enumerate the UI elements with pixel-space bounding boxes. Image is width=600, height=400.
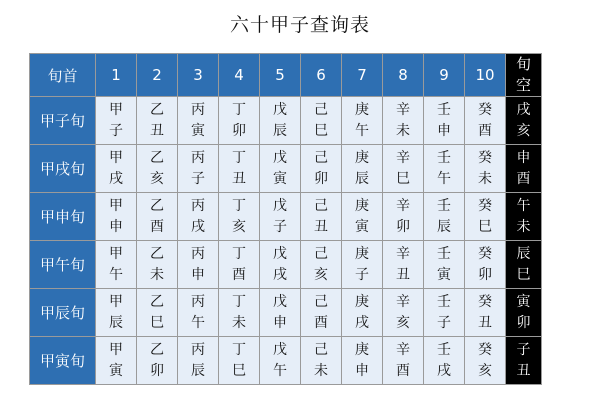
branch-char: 寅 (437, 266, 451, 283)
stem-char: 甲 (109, 101, 123, 118)
stem-char: 丙 (191, 101, 205, 118)
branch-char: 子 (437, 314, 451, 331)
table-row (30, 97, 542, 145)
branch-char: 卯 (396, 218, 410, 235)
number-header: 6 (301, 54, 342, 97)
kong-cell (506, 337, 542, 385)
xun-name: 甲辰旬 (30, 289, 96, 337)
stem-char: 丁 (232, 245, 246, 262)
ganzhi-cell (137, 97, 178, 145)
table-row (30, 337, 542, 385)
branch-char: 丑 (150, 122, 164, 139)
branch-char: 午 (437, 170, 451, 187)
branch-char: 子 (273, 218, 287, 235)
ganzhi-cell (178, 289, 219, 337)
ganzhi-cell (465, 241, 506, 289)
kong-char: 申 (516, 149, 531, 166)
branch-char: 亥 (232, 218, 246, 235)
ganzhi-cell (137, 241, 178, 289)
stem-char: 辛 (396, 293, 410, 310)
stem-char: 甲 (109, 293, 123, 310)
kong-cell (506, 289, 542, 337)
ganzhi-cell (137, 337, 178, 385)
ganzhi-cell (342, 193, 383, 241)
number-header: 3 (178, 54, 219, 97)
branch-char: 未 (396, 122, 410, 139)
branch-char: 丑 (232, 170, 246, 187)
branch-char: 申 (191, 266, 205, 283)
kong-char: 子 (516, 341, 531, 358)
ganzhi-cell (342, 241, 383, 289)
ganzhi-cell (424, 97, 465, 145)
ganzhi-cell (96, 145, 137, 193)
ganzhi-cell (342, 97, 383, 145)
stem-char: 壬 (437, 341, 451, 358)
branch-char: 戌 (437, 362, 451, 379)
ganzhi-cell (465, 97, 506, 145)
stem-char: 癸 (478, 197, 492, 214)
stem-char: 乙 (150, 341, 164, 358)
ganzhi-cell (137, 145, 178, 193)
branch-char: 巳 (232, 362, 246, 379)
stem-char: 壬 (437, 293, 451, 310)
branch-char: 未 (478, 170, 492, 187)
xun-name: 甲戌旬 (30, 145, 96, 193)
branch-char: 戌 (191, 218, 205, 235)
branch-char: 辰 (109, 314, 123, 331)
stem-char: 庚 (355, 245, 369, 262)
kong-char: 未 (516, 218, 531, 235)
ganzhi-cell (301, 97, 342, 145)
ganzhi-cell (260, 289, 301, 337)
header-row (30, 54, 542, 97)
ganzhi-cell (96, 241, 137, 289)
branch-char: 寅 (191, 122, 205, 139)
branch-char: 辰 (191, 362, 205, 379)
stem-char: 己 (314, 197, 328, 214)
ganzhi-cell (424, 145, 465, 193)
ganzhi-cell (178, 337, 219, 385)
branch-char: 酉 (232, 266, 246, 283)
stem-char: 庚 (355, 293, 369, 310)
stem-char: 戊 (273, 101, 287, 118)
table-row (30, 289, 542, 337)
page-title: 六十甲子查询表 (229, 14, 370, 36)
kong-header-char: 空 (515, 76, 531, 94)
stem-char: 乙 (150, 245, 164, 262)
stem-char: 戊 (273, 149, 287, 166)
branch-char: 戌 (355, 314, 369, 331)
number-header: 10 (465, 54, 506, 97)
number-header: 9 (424, 54, 465, 97)
branch-char: 卯 (478, 266, 492, 283)
kong-char: 卯 (516, 314, 531, 331)
branch-char: 子 (191, 170, 205, 187)
stem-char: 戊 (273, 245, 287, 262)
number-header: 8 (383, 54, 424, 97)
table-row (30, 145, 542, 193)
xun-name: 甲寅旬 (30, 337, 96, 385)
kong-char: 亥 (516, 122, 531, 139)
branch-char: 卯 (150, 362, 164, 379)
ganzhi-cell (424, 289, 465, 337)
branch-char: 亥 (150, 170, 164, 187)
branch-char: 未 (232, 314, 246, 331)
ganzhi-cell (137, 289, 178, 337)
branch-char: 辰 (273, 122, 287, 139)
ganzhi-cell (465, 289, 506, 337)
branch-char: 亥 (396, 314, 410, 331)
stem-char: 辛 (396, 149, 410, 166)
ganzhi-cell (383, 337, 424, 385)
stem-char: 庚 (355, 101, 369, 118)
stem-char: 丁 (232, 341, 246, 358)
stem-char: 癸 (478, 293, 492, 310)
branch-char: 酉 (396, 362, 410, 379)
table-row (30, 193, 542, 241)
kong-cell (506, 193, 542, 241)
branch-char: 酉 (314, 314, 328, 331)
branch-char: 午 (273, 362, 287, 379)
stem-char: 丙 (191, 197, 205, 214)
table-row (30, 241, 542, 289)
ganzhi-cell (424, 241, 465, 289)
ganzhi-cell (219, 97, 260, 145)
ganzhi-cell (260, 337, 301, 385)
kong-cell (506, 97, 542, 145)
ganzhi-cell (301, 289, 342, 337)
stem-char: 庚 (355, 341, 369, 358)
branch-char: 寅 (273, 170, 287, 187)
ganzhi-cell (260, 241, 301, 289)
ganzhi-cell (301, 241, 342, 289)
ganzhi-cell (383, 241, 424, 289)
ganzhi-cell (96, 97, 137, 145)
ganzhi-cell (465, 337, 506, 385)
stem-char: 乙 (150, 101, 164, 118)
branch-char: 戌 (109, 170, 123, 187)
stem-char: 壬 (437, 197, 451, 214)
stem-char: 壬 (437, 149, 451, 166)
jiazi-table (29, 53, 542, 385)
branch-char: 辰 (437, 218, 451, 235)
stem-char: 甲 (109, 341, 123, 358)
number-header: 4 (219, 54, 260, 97)
kong-char: 午 (516, 197, 531, 214)
ganzhi-cell (301, 193, 342, 241)
stem-char: 庚 (355, 149, 369, 166)
ganzhi-cell (383, 289, 424, 337)
branch-char: 巳 (396, 170, 410, 187)
stem-char: 丙 (191, 293, 205, 310)
ganzhi-cell (178, 145, 219, 193)
kong-cell (506, 241, 542, 289)
branch-char: 子 (109, 122, 123, 139)
stem-char: 辛 (396, 101, 410, 118)
stem-char: 丙 (191, 341, 205, 358)
branch-char: 酉 (478, 122, 492, 139)
ganzhi-cell (219, 289, 260, 337)
ganzhi-cell (424, 193, 465, 241)
stem-char: 丙 (191, 245, 205, 262)
ganzhi-cell (342, 289, 383, 337)
ganzhi-cell (96, 289, 137, 337)
kong-char: 酉 (516, 170, 531, 187)
stem-char: 癸 (478, 245, 492, 262)
xun-name: 甲午旬 (30, 241, 96, 289)
stem-char: 戊 (273, 293, 287, 310)
branch-char: 午 (355, 122, 369, 139)
ganzhi-cell (219, 193, 260, 241)
branch-char: 亥 (478, 362, 492, 379)
stem-char: 丁 (232, 197, 246, 214)
ganzhi-cell (383, 145, 424, 193)
ganzhi-cell (465, 193, 506, 241)
stem-char: 丁 (232, 101, 246, 118)
kong-cell (506, 145, 542, 193)
number-header: 5 (260, 54, 301, 97)
stem-char: 乙 (150, 293, 164, 310)
ganzhi-cell (383, 193, 424, 241)
stem-char: 己 (314, 149, 328, 166)
branch-char: 申 (437, 122, 451, 139)
stem-char: 己 (314, 101, 328, 118)
branch-char: 戌 (273, 266, 287, 283)
stem-char: 乙 (150, 149, 164, 166)
branch-char: 卯 (232, 122, 246, 139)
xun-name: 甲子旬 (30, 97, 96, 145)
ganzhi-cell (465, 145, 506, 193)
branch-char: 辰 (355, 170, 369, 187)
ganzhi-cell (178, 241, 219, 289)
branch-char: 申 (273, 314, 287, 331)
stem-char: 甲 (109, 245, 123, 262)
ganzhi-cell (178, 97, 219, 145)
ganzhi-cell (260, 97, 301, 145)
stem-char: 癸 (478, 341, 492, 358)
stem-char: 壬 (437, 245, 451, 262)
branch-char: 巳 (314, 122, 328, 139)
kong-header-char: 旬 (515, 55, 531, 73)
branch-char: 丑 (314, 218, 328, 235)
kong-char: 寅 (516, 293, 531, 310)
branch-char: 寅 (109, 362, 123, 379)
stem-char: 戊 (273, 341, 287, 358)
branch-char: 卯 (314, 170, 328, 187)
branch-char: 午 (109, 266, 123, 283)
stem-char: 辛 (396, 245, 410, 262)
branch-char: 丑 (396, 266, 410, 283)
stem-char: 甲 (109, 197, 123, 214)
ganzhi-cell (383, 97, 424, 145)
ganzhi-cell (137, 193, 178, 241)
stem-char: 己 (314, 341, 328, 358)
ganzhi-cell (342, 145, 383, 193)
branch-char: 未 (314, 362, 328, 379)
ganzhi-cell (219, 145, 260, 193)
ganzhi-cell (96, 337, 137, 385)
ganzhi-cell (342, 337, 383, 385)
ganzhi-cell (96, 193, 137, 241)
ganzhi-cell (301, 145, 342, 193)
stem-char: 辛 (396, 341, 410, 358)
ganzhi-cell (219, 241, 260, 289)
stem-char: 癸 (478, 101, 492, 118)
kong-char: 丑 (516, 362, 531, 379)
stem-char: 丁 (232, 293, 246, 310)
stem-char: 壬 (437, 101, 451, 118)
number-header: 7 (342, 54, 383, 97)
kong-char: 巳 (516, 266, 531, 283)
stem-char: 戊 (273, 197, 287, 214)
number-header: 1 (96, 54, 137, 97)
stem-char: 己 (314, 245, 328, 262)
branch-char: 丑 (478, 314, 492, 331)
branch-char: 申 (109, 218, 123, 235)
stem-char: 乙 (150, 197, 164, 214)
branch-char: 亥 (314, 266, 328, 283)
ganzhi-cell (219, 337, 260, 385)
ganzhi-cell (424, 337, 465, 385)
stem-char: 癸 (478, 149, 492, 166)
branch-char: 巳 (150, 314, 164, 331)
xun-header: 旬首 (30, 54, 96, 97)
stem-char: 丁 (232, 149, 246, 166)
number-header: 2 (137, 54, 178, 97)
stem-char: 甲 (109, 149, 123, 166)
branch-char: 酉 (150, 218, 164, 235)
kong-header (506, 54, 542, 97)
ganzhi-cell (301, 337, 342, 385)
xun-name: 甲申旬 (30, 193, 96, 241)
ganzhi-cell (260, 145, 301, 193)
kong-char: 戌 (516, 101, 531, 118)
branch-char: 寅 (355, 218, 369, 235)
stem-char: 己 (314, 293, 328, 310)
branch-char: 巳 (478, 218, 492, 235)
branch-char: 未 (150, 266, 164, 283)
stem-char: 丙 (191, 149, 205, 166)
stem-char: 庚 (355, 197, 369, 214)
branch-char: 午 (191, 314, 205, 331)
ganzhi-cell (178, 193, 219, 241)
branch-char: 申 (355, 362, 369, 379)
ganzhi-cell (260, 193, 301, 241)
kong-char: 辰 (516, 245, 531, 262)
branch-char: 子 (355, 266, 369, 283)
stem-char: 辛 (396, 197, 410, 214)
